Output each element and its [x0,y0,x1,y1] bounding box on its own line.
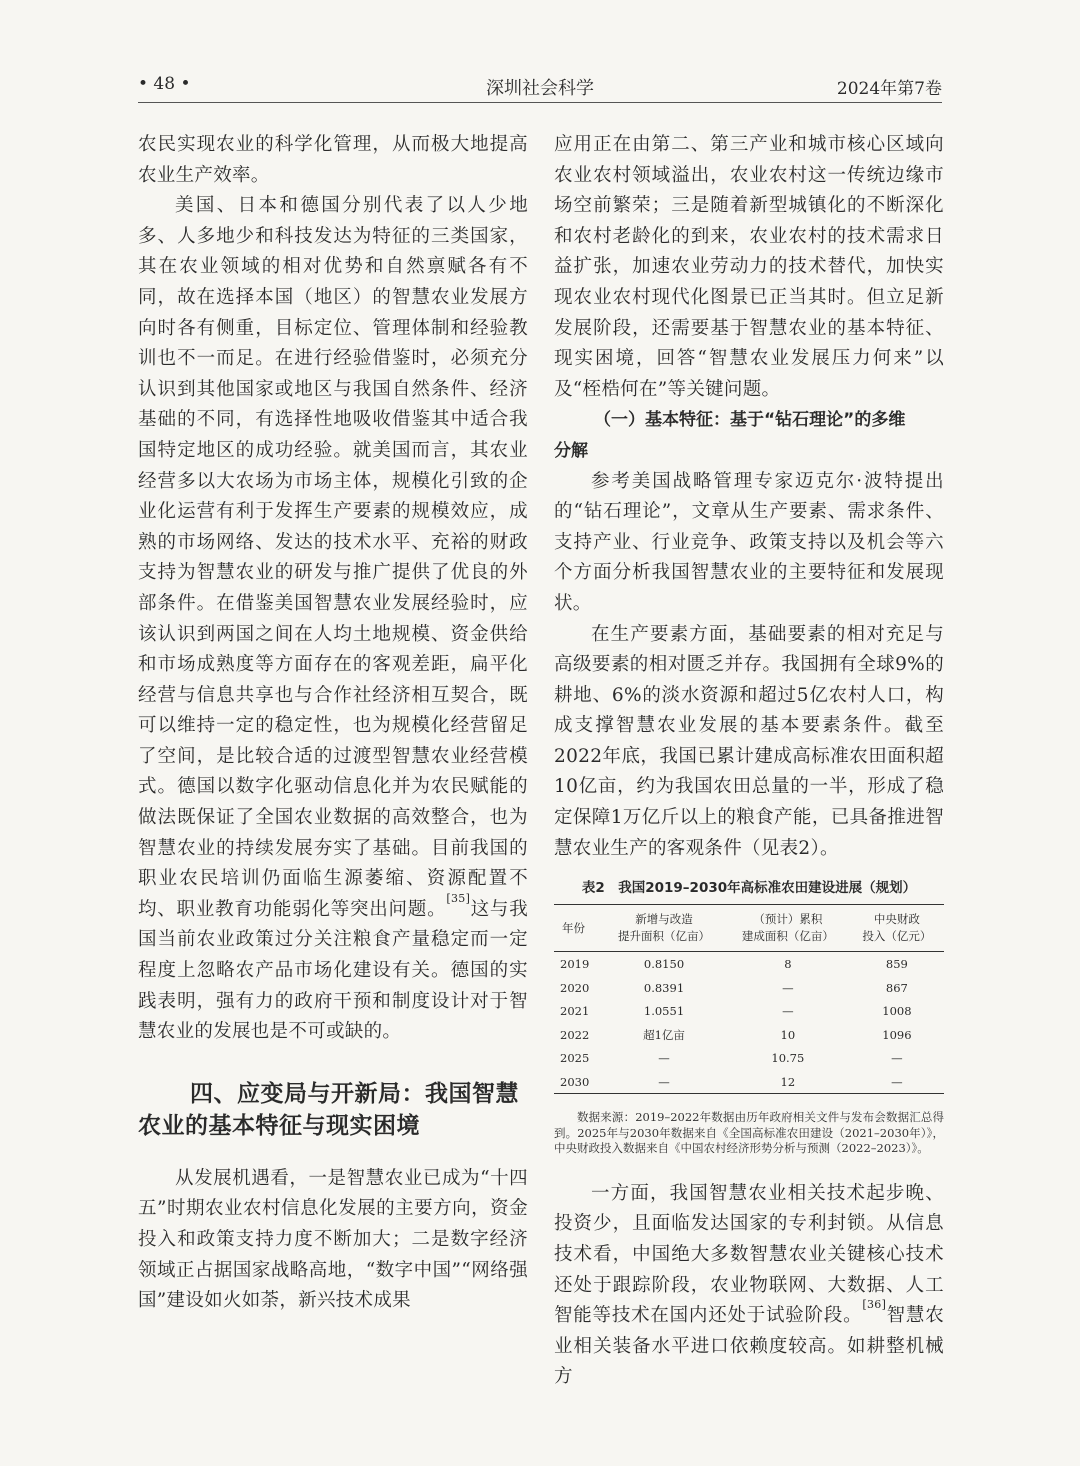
paragraph [138,191,528,1048]
cell-cumulative-area: 10.75 [771,1051,805,1065]
table-header-year: 年份 [562,920,585,935]
page-number: • 48 • [138,74,191,94]
table-row [554,999,944,1023]
table-row [554,1046,944,1070]
volume-label: 2024年第7卷 [836,79,942,99]
table-header-col1 [602,905,726,952]
cell-cumulative-area: 12 [780,1074,796,1089]
header-line: 提升面积（亿亩） [618,929,711,944]
running-header [138,72,942,103]
cell-year: 2020 [560,980,590,995]
header-line: 新增与改造 [635,912,693,927]
section-heading-line1: 四、应变局与开新局：我国智慧 [190,1080,519,1107]
data-table [554,904,944,1094]
cell-cumulative-area: — [782,1004,794,1018]
journal-title: 深圳社会科学 [486,78,594,99]
cell-central-fund: 1096 [882,1027,912,1042]
table-header-col2 [726,905,850,952]
table-row [554,976,944,1000]
subsection-heading [554,405,944,466]
cell-new-area: — [658,1074,670,1089]
table-header-col3 [850,905,944,952]
table-row [554,1023,944,1047]
header-line: 建成面积（亿亩） [741,929,834,944]
cell-year: 2025 [560,1051,590,1065]
subsection-heading-line1: （一）基本特征：基于“钻石理论”的多维 [594,410,906,431]
paragraph [554,1179,944,1393]
cell-cumulative-area: 10 [780,1027,796,1042]
table-row [554,952,944,976]
header-line: （预计）累积 [753,912,823,927]
cell-year: 2019 [560,957,590,971]
paragraph: 应用正在由第二、第三产业和城市核心区域向农业农村领域溢出，农业农村这一传统边缘市场空前繁荣；三是随着新型城镇化的不断深化和农村老龄化的到来，农业农村的技术需求日益扩张，加速农业劳动力的技术替代，加快实现农业农村现代化图景已正当其时。但立足新发展阶段，还需要基于智慧农业的基本特征、现实困境，回答“智慧农业发展压力何来”以及“桎梏何在”等关键问题。 [554,134,944,400]
table-caption: 表2 我国2019–2030年高标准农田建设进展（规划） [581,880,917,897]
header-line: 投入（亿元） [862,929,932,944]
cell-new-area: 0.8150 [643,957,685,971]
table-row [554,1070,944,1094]
cell-central-fund: 1008 [882,1004,912,1018]
citation-ref[interactable]: [36] [862,1297,887,1311]
cell-new-area: — [658,1051,670,1065]
paragraph-text: 这与我国当前农业政策过分关注粮食产量稳定而一定程度上忽略农产品市场化建设有关。德国的实践表明，强有力的政府干预和制度设计对于智慧农业的发展也是不可或缺的。 [138,898,528,1043]
cell-new-area: 1.0551 [643,1004,685,1018]
paragraph: 从发展机遇看，一是智慧农业已成为“十四五”时期农业农村信息化发展的主要方向，资金投入和政策支持力度不断加大；二是数字经济领域正占据国家战略高地，“数字中国”“网络强国”建设如火如荼，新兴技术成果 [138,1167,528,1312]
paragraph: 农民实现农业的科学化管理，从而极大地提高农业生产效率。 [138,134,528,186]
section-heading [138,1078,528,1142]
paragraph-text: 美国、日本和德国分别代表了以人少地多、人多地少和科技发达为特征的三类国家，其在农业领域的相对优势和自然禀赋各有不同，故在选择本国（地区）的智慧农业发展方向时各有侧重，目标定位、管理体制和经验教训也不一而足。在进行经验借鉴时，必须充分认识到其他国家或地区与我国自然条件、经济基础的不同，有选择性地吸收借鉴其中适合我国特定地区的成功经验。就美国而言，其农业经营多以大农场为市场主体，规模化引致的企业化运营有利于发挥生产要素的规模效应，成熟的市场网络、发达的技术水平、充裕的财政支持为智慧农业的研发与推广提供了优良的外部条件。在借鉴美国智慧农业发展经验时，应该认识到两国之间在人均土地规模、资金供给和市场成熟度等方面存在的客观差距，扁平化经营与信息共享也与合作社经济相互契合，既可以维持一定的稳定性，也为规模化经营留足了空间，是比较合适的过渡型智慧农业经营模式。德国以数字化驱动信息化并为农民赋能的做法既保证了全国农业数据的高效整合，也为智慧农业的持续发展夯实了基础。目前我国的职业农民培训仍面临生源萎缩、资源配置不均、职业教育功能弱化等突出问题。 [138,195,528,920]
cell-cumulative-area: — [782,980,794,995]
cell-year: 2030 [560,1074,590,1089]
cell-new-area: 0.8391 [643,980,685,995]
table-header-row [554,905,944,952]
right-column [554,130,944,1393]
section-heading-line2: 农业的基本特征与现实困境 [138,1112,420,1139]
paragraph: 在生产要素方面，基础要素的相对充足与高级要素的相对匮乏并存。我国拥有全球9%的耕地、6%的淡水资源和超过5亿农村人口，构成支撑智慧农业发展的基本要素条件。截至2022年底，我国已累计建成高标准农田面积超10亿亩，约为我国农田总量的一半，形成了稳定保障1万亿斤以上的粮食产能，已具备推进智慧农业生产的客观条件（见表2）。 [554,623,944,859]
table-source-note: 数据来源：2019–2022年数据由历年政府相关文件与发布会数据汇总得到。2025年与2030年数据来自《全国高标准农田建设（2021–2030年）》，中央财政投入数据来自《中国农村经济形势分析与预测（2022–2023）》。 [554,1110,944,1156]
cell-central-fund: 859 [885,957,908,971]
cell-new-area: 超1亿亩 [643,1027,685,1042]
cell-central-fund: — [891,1051,903,1065]
paragraph-text: 一方面，我国智慧农业相关技术起步晚、投资少，且面临发达国家的专利封锁。从信息技术看，中国绝大多数智慧农业关键核心技术还处于跟踪阶段，农业物联网、大数据、人工智能等技术在国内还处于试验阶段。 [554,1182,944,1327]
citation-ref[interactable]: [35] [446,891,471,905]
cell-central-fund: — [891,1074,903,1089]
paragraph: 参考美国战略管理专家迈克尔·波特提出的“钻石理论”，文章从生产要素、需求条件、支持产业、行业竞争、政策支持以及机会等六个方面分析我国智慧农业的主要特征和发展现状。 [554,470,944,614]
cell-central-fund: 867 [885,980,908,995]
subsection-heading-line2: 分解 [554,440,588,461]
cell-year: 2022 [560,1027,590,1042]
cell-cumulative-area: 8 [784,957,792,971]
cell-year: 2021 [560,1004,590,1018]
paragraph-text: 智慧农业相关装备水平进口依赖度较高。如耕整机械方 [554,1305,944,1388]
left-column [138,130,528,1317]
header-line: 中央财政 [873,912,920,927]
